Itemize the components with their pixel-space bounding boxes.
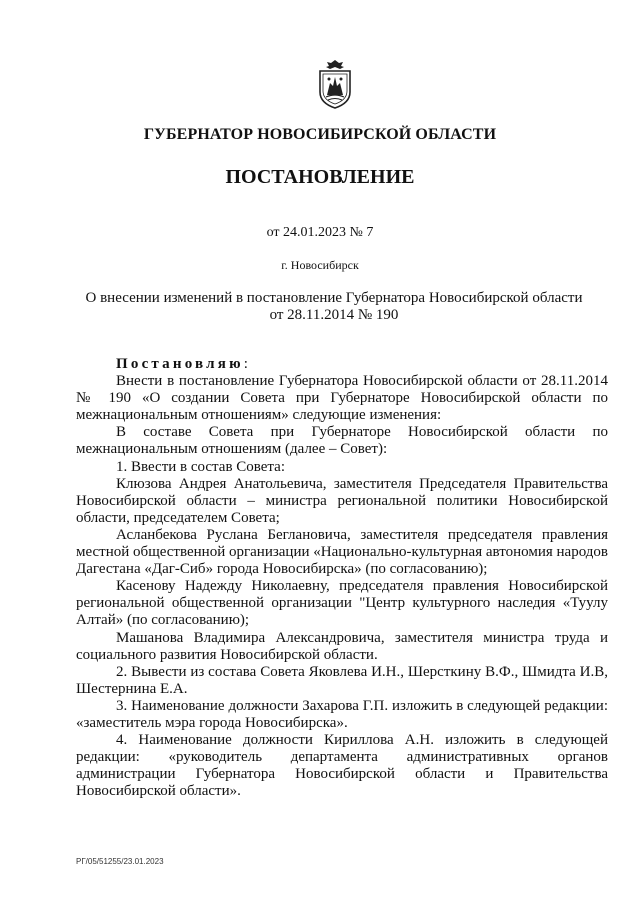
body-paragraph: Касенову Надежду Николаевну, председателя правления Новосибирской региональной общественной организации "Центр культурного наследия «Туулу Алтай» (по согласованию); [76, 578, 608, 629]
subject-line: от 28.11.2014 № 190 [269, 307, 399, 323]
decree-colon: : [243, 356, 248, 372]
coat-of-arms-icon [317, 59, 353, 109]
document-type: ПОСТАНОВЛЕНИЕ [225, 166, 415, 188]
body-paragraph: 3. Наименование должности Захарова Г.П. изложить в следующей редакции: «заместитель мэра города Новосибирска». [76, 697, 608, 731]
body-paragraph: Внести в постановление Губернатора Новосибирской области от 28.11.2014 № 190 «О создании Совета при Губернаторе Новосибирской области по межнациональным отношениям» следующие изменения: [76, 373, 608, 424]
body-paragraph: 1. Ввести в состав Совета: [116, 458, 285, 475]
registration-code: РГ/05/51255/23.01.2023 [76, 857, 164, 866]
document-date-number: от 24.01.2023 № 7 [266, 225, 374, 240]
issuing-authority: ГУБЕРНАТОР НОВОСИБИРСКОЙ ОБЛАСТИ [143, 126, 497, 143]
body-paragraph: В составе Совета при Губернаторе Новосибирской области по межнациональным отношениям (далее – Совет): [76, 424, 608, 458]
decree-word: Постановляю [116, 356, 244, 372]
subject-line: О внесении изменений в постановление Губернатора Новосибирской области [85, 290, 583, 306]
body-paragraph: 4. Наименование должности Кириллова А.Н. изложить в следующей редакции: «руководитель департамента административных органов администрации Губернатора Новосибирской области и Правительства Новосибирской области». [76, 732, 608, 800]
document-city: г. Новосибирск [281, 258, 359, 272]
document-subject [70, 290, 598, 324]
decree-heading [76, 356, 608, 373]
body-paragraph: Клюзова Андрея Анатольевича, заместителя Председателя Правительства Новосибирской области – министра региональной политики Новосибирской области, председателем Совета; [76, 475, 608, 526]
body-paragraph: 2. Вывести из состава Совета Яковлева И.Н., Шерсткину В.Ф., Шмидта И.В, Шестернина Е.А. [76, 663, 608, 697]
document-body [76, 356, 608, 800]
body-paragraph: Асланбекова Руслана Беглановича, заместителя председателя правления местной общественной организации «Национально-культурная автономия народов Дагестана «Даг-Сиб» города Новосибирска» (по согласованию); [76, 526, 608, 578]
body-paragraph: Машанова Владимира Александровича, заместителя министра труда и социального развития Новосибирской области. [76, 629, 608, 663]
